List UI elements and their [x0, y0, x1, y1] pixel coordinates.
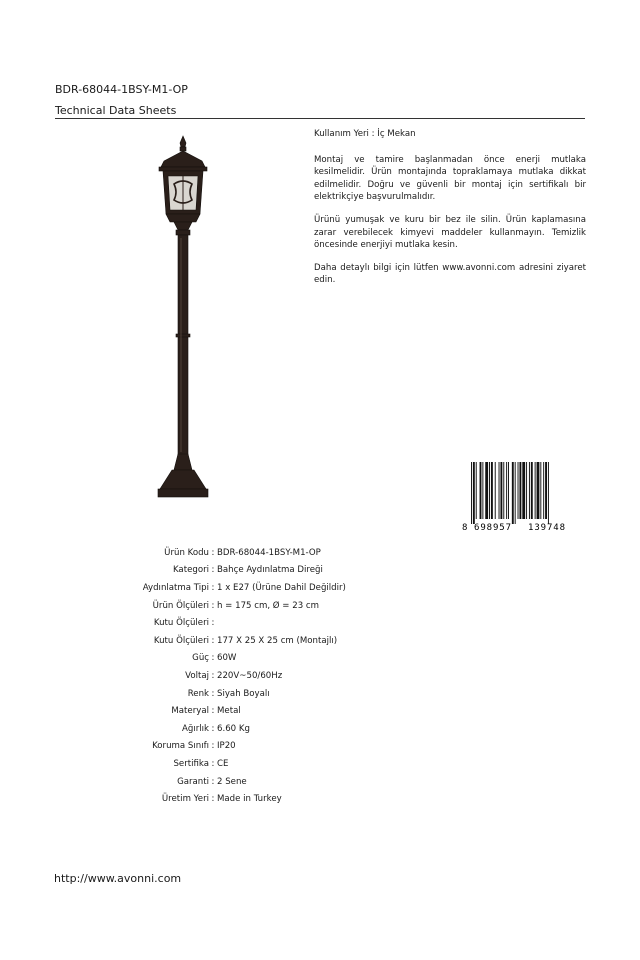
spec-label: Aydınlatma Tipi: [142, 582, 209, 593]
cleaning-paragraph: Ürünü yumuşak ve kuru bir bez ile silin. Ürün kaplamasına zarar verebilecek kimyevi maddeler kullanmayın. Temizlik öncesinde enerjiyi mutlaka kesin.: [314, 214, 586, 251]
spec-label: Materyal: [171, 706, 209, 717]
usage-info-block: [314, 128, 586, 297]
barcode-bar: [522, 462, 525, 519]
spec-value: Metal: [217, 706, 241, 717]
spec-row-product-dimensions: [90, 597, 510, 615]
spec-separator: :: [211, 794, 215, 805]
spec-label: Kutu Ölçüleri: [153, 635, 209, 646]
spec-row-warranty: [90, 773, 510, 791]
barcode-bar: [485, 462, 488, 519]
spec-row-certificate: [90, 755, 510, 773]
barcode-right-digits: 139748: [528, 523, 566, 532]
spec-separator: :: [211, 723, 215, 734]
spec-value: Bahçe Aydınlatma Direği: [217, 565, 323, 576]
header-divider: [55, 118, 585, 119]
spec-value: 6.60 Kg: [217, 723, 250, 734]
barcode-bar: [540, 462, 541, 519]
spec-separator: :: [211, 618, 215, 629]
spec-separator: :: [211, 582, 215, 593]
barcode-bar: [503, 462, 504, 519]
spec-label: Ürün Kodu: [164, 547, 209, 558]
spec-separator: :: [211, 688, 215, 699]
barcode-bar: [489, 462, 490, 519]
spec-label: Kutu Ölçüleri: [153, 618, 209, 629]
safety-paragraph: Montaj ve tamire başlanmadan önce enerji mutlaka kesilmelidir. Ürün montajında topraklamaya mutlaka dikkat edilmelidir. Doğru ve güvenli bir montaj için sertifikalı bir elektrikçiye başvurulmalıdır.: [314, 154, 586, 203]
barcode-bar: [508, 462, 509, 519]
spec-separator: :: [211, 547, 215, 558]
spec-row-product-code: [90, 544, 510, 562]
usage-location: Kullanım Yeri : İç Mekan: [314, 129, 416, 139]
barcode-bar: [491, 462, 493, 519]
spec-row-material: [90, 702, 510, 720]
spec-separator: :: [211, 706, 215, 717]
spec-value: 1 x E27 (Ürüne Dahil Değildir): [217, 582, 346, 593]
barcode-bar: [548, 462, 549, 524]
spec-separator: :: [211, 670, 215, 681]
barcode-bar: [526, 462, 527, 519]
product-barcode: [462, 462, 584, 532]
spec-row-lighting-type: [90, 579, 510, 597]
spec-value: BDR-68044-1BSY-M1-OP: [217, 547, 321, 558]
more-info-paragraph: Daha detaylı bilgi için lütfen www.avonni.com adresini ziyaret edin.: [314, 262, 586, 286]
barcode-bar: [499, 462, 500, 519]
barcode-bar: [473, 462, 475, 524]
product-image-lamp-post: [150, 134, 216, 504]
spec-row-origin: [90, 790, 510, 808]
barcode-bar: [518, 462, 519, 519]
spec-label: Ürün Ölçüleri: [152, 600, 209, 611]
spec-table: [90, 544, 510, 808]
barcode-bar: [519, 462, 521, 519]
spec-separator: :: [211, 600, 215, 611]
spec-label: Kategori: [172, 565, 209, 576]
barcode-bar: [506, 462, 507, 519]
document-header: [55, 83, 585, 118]
spec-separator: :: [211, 758, 215, 769]
barcode-bar: [515, 462, 516, 524]
barcode-bar: [537, 462, 540, 519]
barcode-bar: [495, 462, 496, 519]
barcode-bar: [471, 462, 472, 524]
barcode-bar: [512, 462, 514, 524]
product-code-heading: BDR-68044-1BSY-M1-OP: [55, 83, 188, 96]
spec-label: Sertifika: [173, 758, 209, 769]
spec-label: Voltaj: [185, 670, 209, 681]
barcode-bar: [531, 462, 533, 519]
spec-row-box-dimensions-empty: [90, 614, 510, 632]
spec-row-power: [90, 650, 510, 668]
barcode-left-digits: 698957: [474, 523, 512, 532]
spec-label: Renk: [187, 688, 209, 699]
spec-separator: :: [211, 635, 215, 646]
spec-row-weight: [90, 720, 510, 738]
spec-value: 60W: [217, 653, 237, 664]
spec-row-protection-class: [90, 738, 510, 756]
barcode-bar: [500, 462, 502, 519]
spec-value: 220V~50/60Hz: [217, 670, 283, 681]
spec-separator: :: [211, 741, 215, 752]
website-link[interactable]: http://www.avonni.com: [54, 872, 182, 885]
barcode-bar: [476, 462, 477, 519]
spec-value: Siyah Boyalı: [217, 688, 270, 699]
spec-row-box-dimensions: [90, 632, 510, 650]
spec-separator: :: [211, 565, 215, 576]
barcode-bar: [543, 462, 544, 519]
spec-label: Güç: [192, 653, 209, 664]
spec-label: Üretim Yeri: [161, 794, 209, 805]
spec-row-category: [90, 562, 510, 580]
barcode-bar: [535, 462, 536, 519]
barcode-bar: [482, 462, 483, 519]
spec-value: IP20: [217, 741, 236, 752]
spec-value: h = 175 cm, Ø = 23 cm: [217, 600, 319, 611]
barcode-bar: [545, 462, 547, 519]
spec-label: Koruma Sınıfı: [152, 741, 209, 752]
spec-separator: :: [211, 776, 215, 787]
spec-row-color: [90, 685, 510, 703]
document-subtitle: Technical Data Sheets: [55, 104, 177, 117]
spec-row-voltage: [90, 667, 510, 685]
spec-separator: :: [211, 653, 215, 664]
barcode-bars: [471, 462, 549, 524]
barcode-bar: [480, 462, 482, 519]
spec-label: Ağırlık: [181, 723, 209, 734]
spec-value: 2 Sene: [217, 776, 247, 787]
barcode-bar: [529, 462, 530, 519]
spec-value: 177 X 25 X 25 cm (Montajlı): [217, 635, 338, 646]
spec-label: Garanti: [177, 776, 209, 787]
spec-value: CE: [217, 758, 229, 769]
spec-value: Made in Turkey: [217, 794, 282, 805]
barcode-first-digit: 8: [462, 523, 468, 532]
